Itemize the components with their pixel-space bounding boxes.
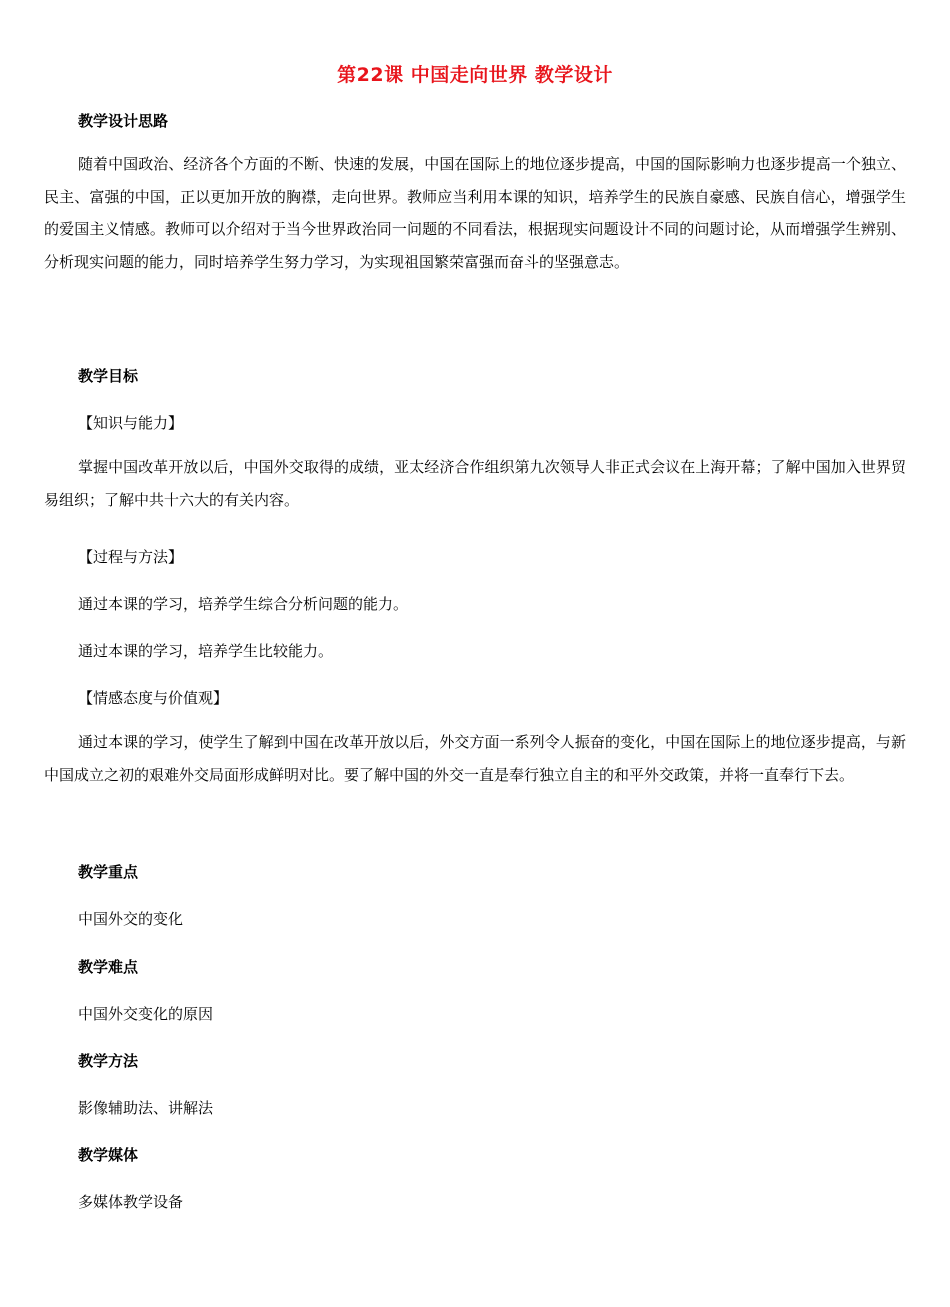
emotion-values-label: 【情感态度与价值观】 (78, 689, 229, 707)
process-method-text-2: 通过本课的学习，培养学生比较能力。 (78, 642, 334, 660)
knowledge-ability-paragraph: 掌握中国改革开放以后，中国外交取得的成绩，亚太经济合作组织第九次领导人非正式会议在上海开幕；了解中国加入世界贸易组织；了解中共十六大的有关内容。 (44, 458, 906, 509)
difficulty-text: 中国外交变化的原因 (78, 1005, 214, 1023)
design-idea-heading: 教学设计思路 (78, 112, 169, 130)
key-points-text: 中国外交的变化 (78, 910, 184, 928)
difficulty-heading: 教学难点 (78, 958, 139, 976)
design-idea-paragraph: 随着中国政治、经济各个方面的不断、快速的发展，中国在国际上的地位逐步提高，中国的国际影响力也逐步提高一个独立、民主、富强的中国，正以更加开放的胸襟，走向世界。教师应当利用本课的知识，培养学生的民族自豪感、民族自信心，增强学生的爱国主义情感。教师可以介绍对于当今世界政治同一问题的不同看法，根据现实问题设计不同的问题讨论，从而增强学生辨别、分析现实问题的能力，同时培养学生努力学习，为实现祖国繁荣富强而奋斗的坚强意志。 (44, 155, 906, 271)
knowledge-ability-label: 【知识与能力】 (78, 414, 184, 432)
key-points-heading: 教学重点 (78, 863, 139, 881)
process-method-label: 【过程与方法】 (78, 548, 184, 566)
teaching-method-heading: 教学方法 (78, 1052, 139, 1070)
teaching-goals-heading: 教学目标 (78, 367, 139, 385)
teaching-media-text: 多媒体教学设备 (78, 1193, 184, 1211)
emotion-values-paragraph: 通过本课的学习，使学生了解到中国在改革开放以后，外交方面一系列令人振奋的变化，中国在国际上的地位逐步提高，与新中国成立之初的艰难外交局面形成鲜明对比。要了解中国的外交一直是奉行独立自主的和平外交政策，并将一直奉行下去。 (44, 733, 906, 784)
document-title: 第22课 中国走向世界 教学设计 (337, 64, 613, 86)
teaching-method-text: 影像辅助法、讲解法 (78, 1099, 214, 1117)
teaching-media-heading: 教学媒体 (78, 1146, 139, 1164)
process-method-text-1: 通过本课的学习，培养学生综合分析问题的能力。 (78, 595, 409, 613)
